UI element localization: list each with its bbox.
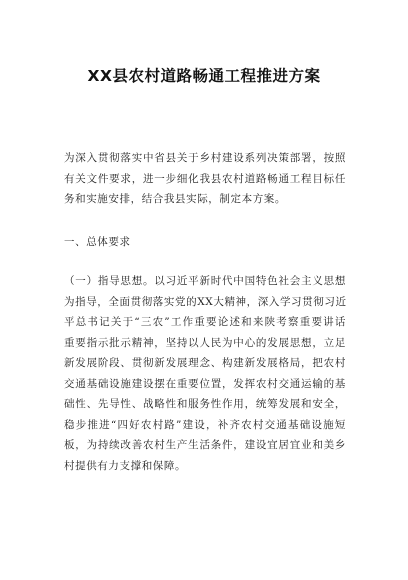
- body-line: 平总书记关于“三农”工作重要论述和来陕考察重要讲话: [64, 316, 346, 328]
- document-title: XX县农村道路畅通工程推进方案: [87, 67, 321, 85]
- body-line: 重要指示批示精神，坚持以人民为中心的发展思想，立足: [64, 336, 346, 349]
- intro-line: 务和实施安排，结合我县实际，制定本方案。: [64, 193, 286, 205]
- body-line: 板，为持续改善农村生产生活条件，建设宜居宜业和美乡: [64, 439, 346, 451]
- body-line: （一）指导思想。以习近平新时代中国特色社会主义思想: [64, 275, 346, 287]
- section-heading: 一、总体要求: [64, 236, 131, 248]
- body-line: 交通基础设施建设摆在重要位置，发挥农村交通运输的基: [64, 377, 346, 390]
- intro-line: 有关文件要求，进一步细化我县农村道路畅通工程目标任: [64, 172, 346, 185]
- intro-line: 为深入贯彻落实中省县关于乡村建设系列决策部署，按照: [64, 152, 346, 164]
- body-line: 为指导，全面贯彻落实党的XX大精神，深入学习贯彻习近: [64, 295, 347, 308]
- body-line: 新发展阶段、贯彻新发展理念、构建新发展格局，把农村: [64, 357, 346, 369]
- body-line: 稳步推进“四好农村路”建设，补齐农村交通基础设施短: [64, 418, 346, 431]
- body-line: 础性、先导性、战略性和服务性作用，统筹发展和安全，: [64, 398, 346, 410]
- intro-paragraph: [64, 148, 346, 210]
- guiding-principle-paragraph: [64, 271, 346, 476]
- body-line: 村提供有力支撑和保障。: [64, 459, 187, 472]
